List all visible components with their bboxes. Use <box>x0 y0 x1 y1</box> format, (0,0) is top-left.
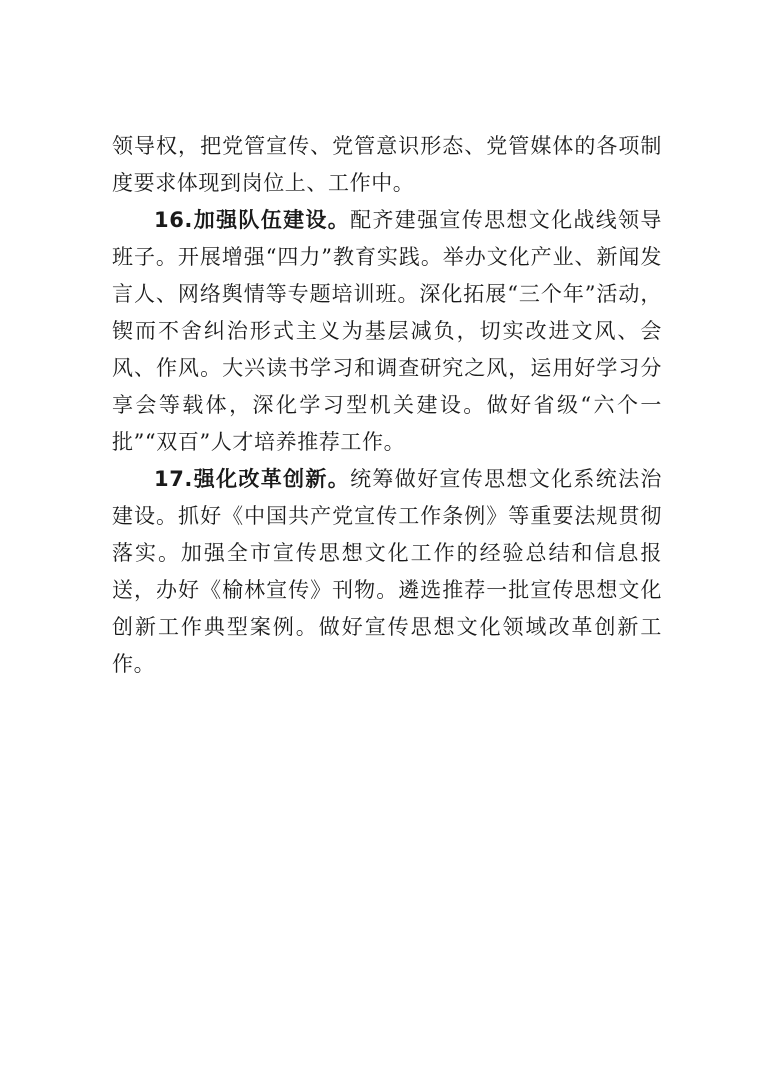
paragraph-text: 领导权，把党管宣传、党管意识形态、党管媒体的各项制度要求体现到岗位上、工作中。 <box>112 134 662 195</box>
paragraph-text: 配齐建强宣传思想文化战线领导班子。开展增强“四力”教育实践。举办文化产业、新闻发言人、网络舆情等专题培训班。深化拓展“三个年”活动，锲而不舍纠治形式主义为基层减负，切实改进文风、会风、作风。大兴读书学习和调查研究之风，运用好学习分享会等载体，深化学习型机关建设。做好省级“六个一批”“双百”人才培养推荐工作。 <box>112 208 663 454</box>
paragraph-team-building <box>112 202 662 461</box>
paragraph-text: 统筹做好宣传思想文化系统法治建设。抓好《中国共产党宣传工作条例》等重要法规贯彻落实。加强全市宣传思想文化工作的经验总结和信息报送，办好《榆林宣传》刊物。遴选推荐一批宣传思想文化创新工作典型案例。做好宣传思想文化领域改革创新工作。 <box>112 467 663 676</box>
paragraph-reform-innovation <box>112 461 662 683</box>
section-heading: 16.加强队伍建设。 <box>154 208 351 232</box>
document-body <box>112 128 662 683</box>
section-heading: 17.强化改革创新。 <box>154 467 351 491</box>
paragraph-continuation <box>112 128 662 202</box>
